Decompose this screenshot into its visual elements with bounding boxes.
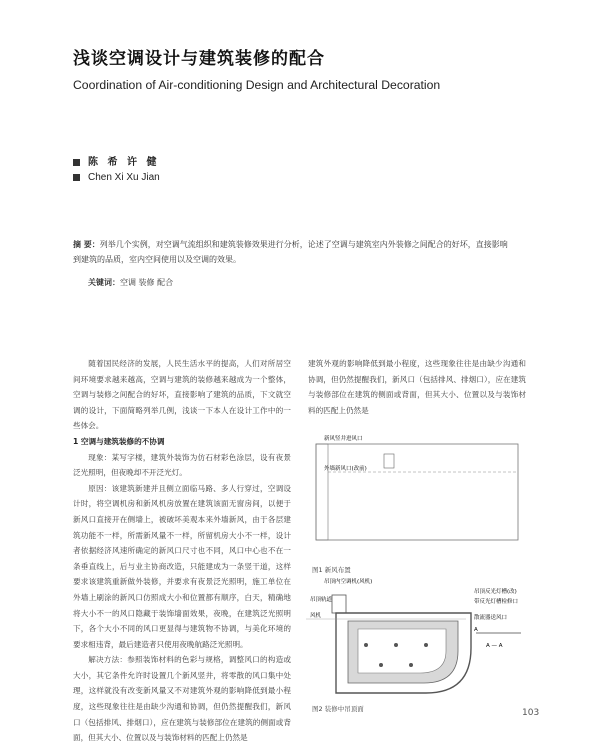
body-paragraph: 现象：某写字楼，建筑外装饰为仿石材彩色涂层，设有夜景泛光照明，但夜晚却不开泛光灯。 bbox=[73, 452, 291, 478]
fig2-diffuser-icon bbox=[364, 643, 368, 647]
fig2-label-unit: 吊顶内空调机(风机) bbox=[324, 579, 373, 585]
authors-cn-text: 陈 希 许 健 bbox=[88, 157, 160, 168]
page-subtitle-en: Coordination of Air-conditioning Design and Architectural Decoration bbox=[73, 78, 441, 92]
fig1-louver bbox=[384, 454, 394, 468]
fig2-label-a: A bbox=[474, 627, 478, 633]
fig2-inner-panel bbox=[358, 629, 446, 673]
fig2-label-outlet: 散流器送风口 bbox=[474, 615, 508, 621]
fig2-label-ceiling: 吊顶反光灯槽(改) bbox=[474, 589, 517, 595]
page-title: 浅谈空调设计与建筑装修的配合 bbox=[73, 49, 325, 69]
abstract-label: 摘 要： bbox=[73, 240, 100, 249]
keywords-text: 空调 装修 配合 bbox=[120, 278, 174, 287]
fig1-label-duct: 新风竖井进风口 bbox=[324, 436, 363, 442]
square-bullet-icon bbox=[73, 159, 80, 166]
figure-2-diagram bbox=[306, 573, 531, 701]
fig2-diffuser-icon bbox=[424, 643, 428, 647]
square-bullet-icon bbox=[73, 174, 80, 181]
abstract-text: 列举几个实例，对空调气流组织和建筑装修效果进行分析，论述了空调与建筑室内外装修之间配合的好坏，直接影响到建筑的品质，室内空间使用以及空调的效果。 bbox=[73, 240, 508, 264]
authors-en bbox=[73, 172, 160, 183]
figure-1-diagram bbox=[306, 432, 531, 562]
page-number: 103 bbox=[522, 708, 540, 718]
authors-cn bbox=[73, 153, 159, 168]
keywords-label: 关键词： bbox=[88, 278, 120, 287]
keywords bbox=[88, 277, 173, 288]
fig2-fan-unit bbox=[332, 595, 346, 613]
fig2-label-machine: 风机 bbox=[310, 613, 322, 619]
section-heading: 1 空调与建筑装修的不协调 bbox=[73, 436, 165, 446]
continued-paragraph: 建筑外观的影响降低到最小程度，这些现象往往是由缺少沟通和协调，但仍然提醒我们，新风口（包括排风、排烟口），应在建筑与装修部位在建筑的侧面或背面，但其大小、位置以及与装饰材料的匹配上仍然是 bbox=[308, 359, 526, 415]
body-paragraph: 原因：该建筑新建并且侧立面临马路、多人行穿过，空调设计时，将空调机房和新风机房放置在建筑该面无窗房间，以便于新风口直接开在侧墙上，被破坏美观本来外墙新风，由于各层建筑功能不一样，所需新风量不一样，所留机房大小不一样，设计者依据经济风速所确定的新风口尺寸也不同，风口中心也不在一条垂直线上，后与业主协商改造，只能建成为一条竖干道，这样要求该建筑重新做外装修，并要求有夜景泛光照明，施工单位在外墙上刷涂的新风口仿照成大小和位置都有顺序，白天，精确地将大小不一的风口隐藏于装饰墙面效果，夜晚，在建筑泛光照明下，各个大小不同的风口更显得与建筑物不协调，与美化环境的要求相违背，最后建造者只使用夜晚航路泛光照明。 bbox=[73, 483, 291, 649]
intro-paragraph: 随着国民经济的发展，人民生活水平的提高，人们对所居空间环境要求越来越高，空调与建筑的装修越来越成为一个整体，空调与装修之间配合的好坏，直接影响了建筑的品质，下文就空调的设计，下面简略列举几例，浅谈一下本人在设计工作中的一些体会。 bbox=[73, 359, 291, 431]
fig2-label-section: A — A bbox=[486, 643, 503, 649]
fig2-diffuser-icon bbox=[394, 643, 398, 647]
fig1-wall-outline bbox=[316, 444, 518, 540]
abstract bbox=[73, 237, 513, 267]
figure-1-caption: 图1 新风布置 bbox=[312, 566, 351, 574]
authors-en-text: Chen Xi Xu Jian bbox=[88, 172, 160, 183]
body-paragraph: 解决方法：参照装饰材料的色彩与规格，调整风口的构造或大小，其它条件允许时设置几个新风竖井，将零散的风口集中处理，这样就没有改变新风量又不对建筑外观的影响降低到最小程度，这些现象往往是由缺少沟通和协调，但仍然提醒我们，新风口（包括排风、排烟口），应在建筑与装修部位在建筑的侧面或背面，但其大小、位置以及与装饰材料的匹配上仍然是 bbox=[73, 655, 291, 743]
left-column bbox=[73, 356, 291, 746]
fig2-diffuser-icon bbox=[409, 663, 413, 667]
fig2-label-track: 吊顶轨道 bbox=[310, 597, 333, 603]
figure-2-caption: 图2 装修中吊顶面 bbox=[312, 705, 364, 713]
fig1-label-hood: 外墙新风口(改前) bbox=[324, 466, 367, 472]
fig1-duct bbox=[316, 444, 328, 540]
fig2-diffuser-icon bbox=[379, 663, 383, 667]
fig2-label-light: 带反光灯槽检修口 bbox=[474, 599, 519, 605]
right-column-text bbox=[308, 356, 526, 418]
